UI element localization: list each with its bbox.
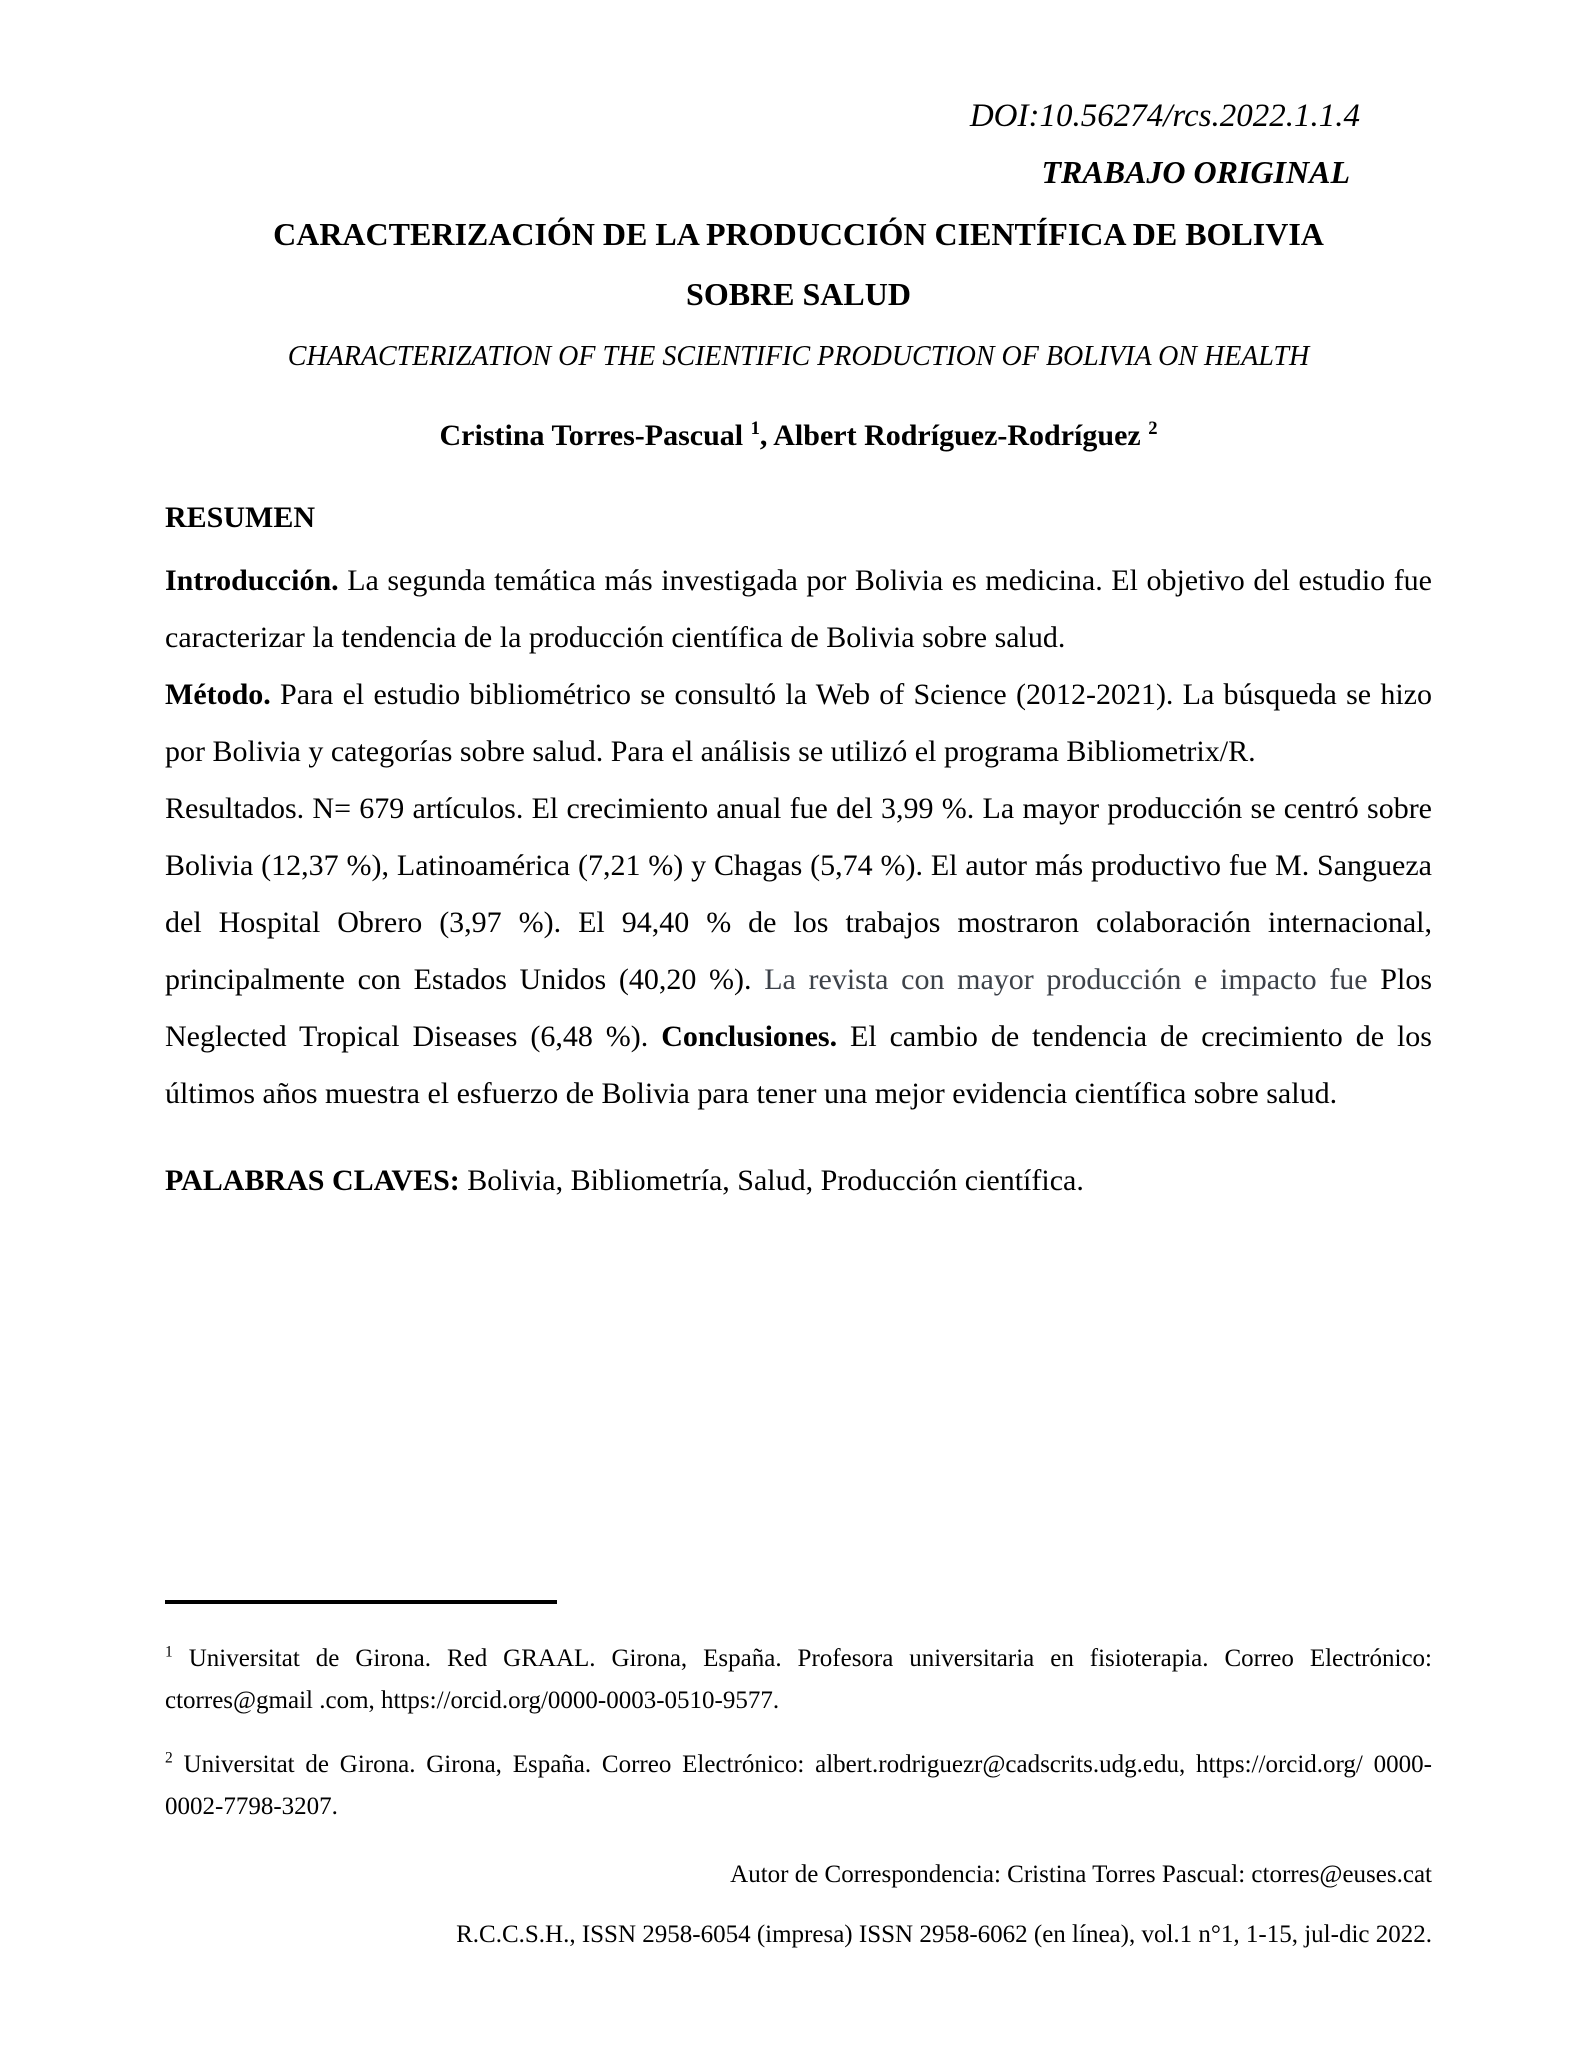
paper-title-line1: CARACTERIZACIÓN DE LA PRODUCCIÓN CIENTÍFICA DE BOLIVIA: [273, 216, 1324, 252]
paper-title-line2: SOBRE SALUD: [686, 276, 911, 312]
correspondence-line: Autor de Correspondencia: Cristina Torres Pascual: ctorres@euses.cat: [730, 1861, 1432, 1888]
abstract-paragraph-resultados-conclusiones: Resultados. N= 679 artículos. El crecimiento anual fue del 3,99 %. La mayor producción se centró sobre Bolivia (12,37 %), Latinoamérica (7,21 %) y Chagas (5,74 %). El autor más productivo fue M. Sangueza del Hospital Obrero (3,97 %). El 94,40 % de los trabajos mostraron colaboración internacional, principalmente con Estados Unidos (40,20 %). La revista con mayor producción e impacto fue Plos Neglected Tropical Diseases (6,48 %). Conclusiones. El cambio de tendencia de crecimiento de los últimos años muestra el esfuerzo de Bolivia para tener una mejor evidencia científica sobre salud.: [165, 792, 1432, 1110]
abstract-heading: RESUMEN: [165, 501, 316, 534]
article-type-label: TRABAJO ORIGINAL: [1041, 154, 1350, 190]
abstract-paragraph-metodo: Método. Para el estudio bibliométrico se consultó la Web of Science (2012-2021). La búsqueda se hizo por Bolivia y categorías sobre salud. Para el análisis se utilizó el programa Bibliometrix/R.: [165, 678, 1432, 768]
footnote-author-2: $^2$ Universitat de Girona. Girona, España. Correo Electrónico: albert.rodriguezr@cadscrits.udg.edu, https://orcid.org/ 0000-0002-7798-3207.: [165, 1749, 1432, 1820]
journal-issn-line: R.C.C.S.H., ISSN 2958-6054 (impresa) ISSN 2958-6062 (en línea), vol.1 n°1, 1-15, jul-dic 2022.: [456, 1921, 1432, 1948]
abstract-body: [165, 552, 1432, 1122]
footnote-section: [165, 1600, 1432, 1952]
doi-line: DOI:10.56274/rcs.2022.1.1.4: [969, 98, 1360, 134]
footnote-author-1: $^1$ Universitat de Girona. Red GRAAL. Girona, España. Profesora universitaria en fisioterapia. Correo Electrónico: ctorres@gmail .com, https://orcid.org/0000-0003-0510-9577.: [165, 1643, 1432, 1714]
paper-title-spanish: [165, 204, 1432, 324]
footnote-separator-rule: [165, 1600, 557, 1604]
authors-line: Cristina Torres-Pascual $^1$, Albert Rodríguez-Rodríguez $^2$: [439, 418, 1158, 452]
paper-title-english: CHARACTERIZATION OF THE SCIENTIFIC PRODUCTION OF BOLIVIA ON HEALTH: [287, 341, 1310, 372]
abstract-paragraph-introduccion: Introducción. La segunda temática más investigada por Bolivia es medicina. El objetivo del estudio fue caracterizar la tendencia de la producción científica de Bolivia sobre salud.: [165, 564, 1432, 654]
keywords-line: PALABRAS CLAVES: Bolivia, Bibliometría, Salud, Producción científica.: [165, 1164, 1084, 1197]
